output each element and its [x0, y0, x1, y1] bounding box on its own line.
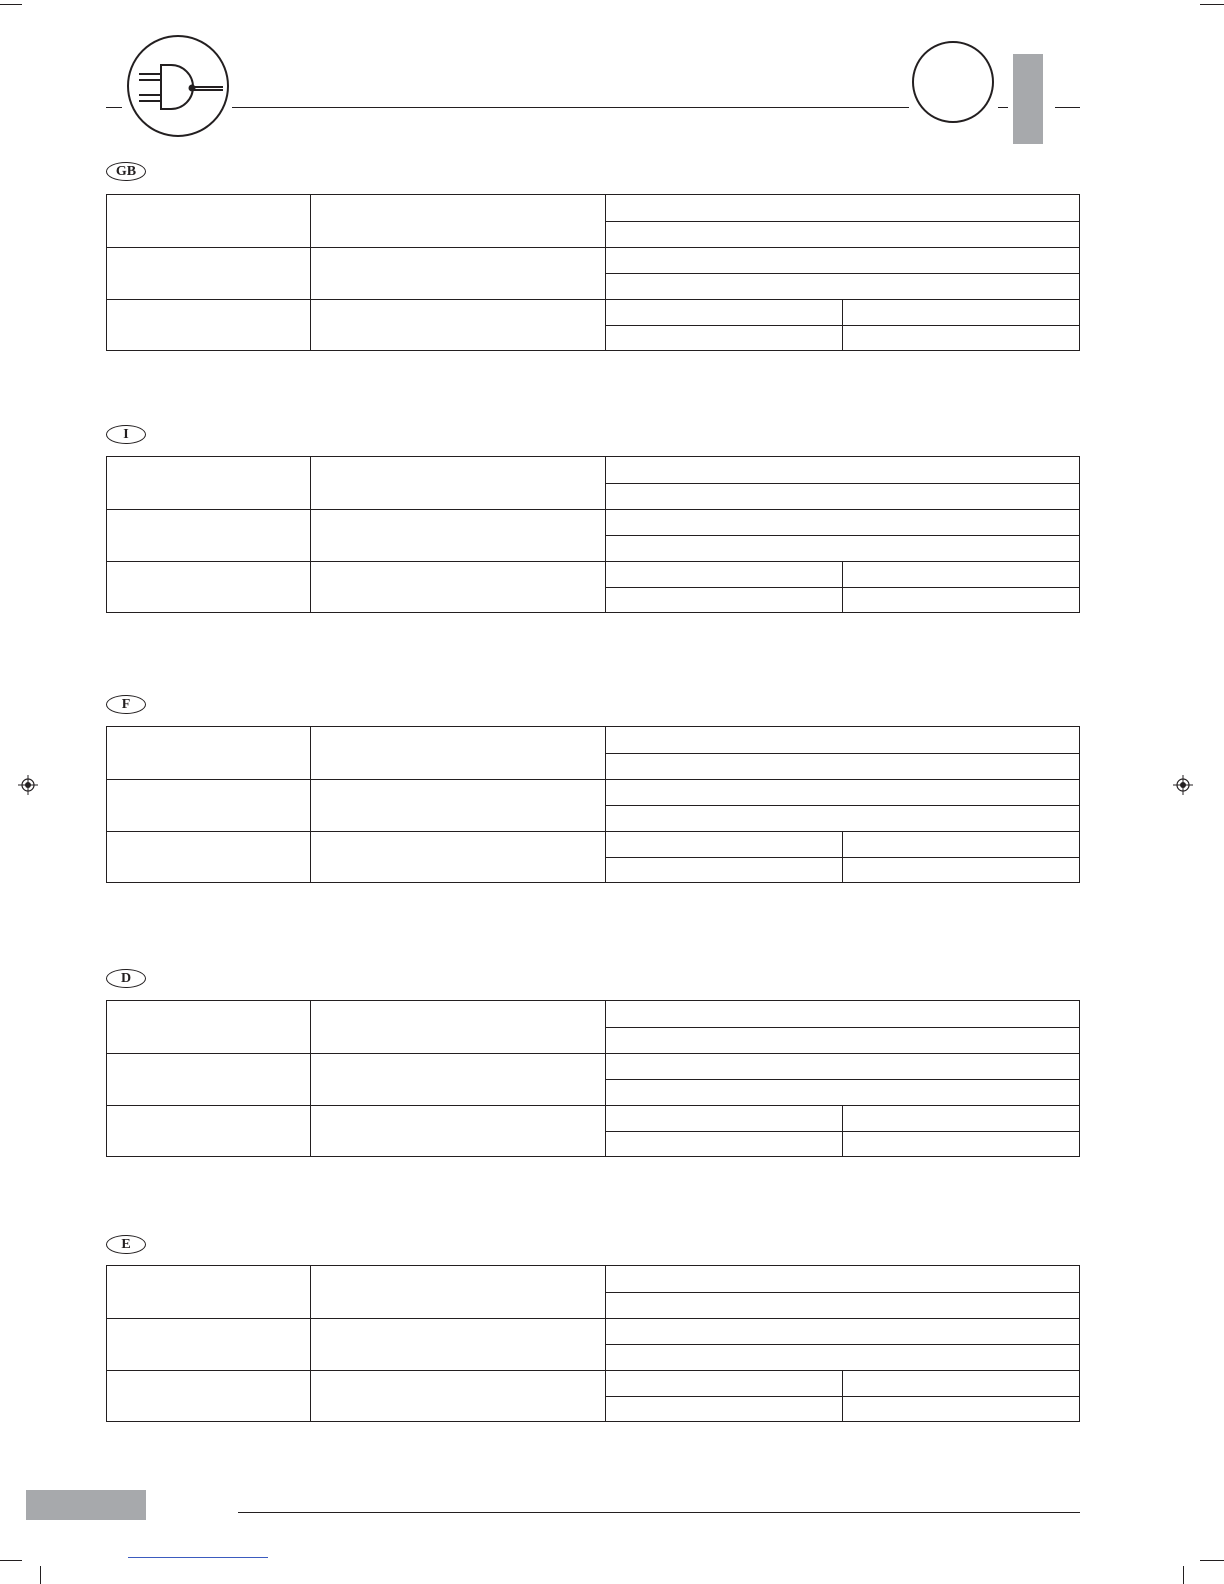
crop-mark-bottom-left [0, 1560, 22, 1561]
footer-rule [238, 1512, 1080, 1513]
crop-mark-bottom-left-v [40, 1566, 41, 1584]
language-badge-i: I [106, 425, 146, 444]
header-rule-far-right [1055, 107, 1080, 108]
page-number-circle [912, 41, 994, 123]
language-badge-e: E [106, 1235, 146, 1254]
language-badge-f: F [106, 695, 146, 714]
header-rule-right-stub [998, 107, 1008, 108]
language-badge-gb: GB [106, 162, 146, 181]
header-rule [232, 107, 909, 108]
plug-gate-icon [127, 35, 229, 137]
crop-mark-top-left [0, 4, 22, 5]
footer-language-tab [26, 1490, 146, 1520]
registration-mark-left-icon [18, 775, 38, 795]
language-badge-d: D [106, 969, 146, 988]
spec-table-f [106, 726, 1080, 883]
crop-mark-bottom-right [1200, 1560, 1224, 1561]
language-side-tab [1013, 54, 1043, 144]
spec-table-gb [106, 194, 1080, 351]
crop-mark-top-right [1200, 4, 1224, 5]
spec-table-d [106, 1000, 1080, 1157]
spec-table-i [106, 456, 1080, 613]
registration-mark-right-icon [1173, 775, 1193, 795]
footer-blue-rule [128, 1557, 268, 1558]
spec-table-e [106, 1265, 1080, 1422]
crop-mark-bottom-right-v [1183, 1566, 1184, 1584]
header-rule-left-stub [106, 107, 122, 108]
